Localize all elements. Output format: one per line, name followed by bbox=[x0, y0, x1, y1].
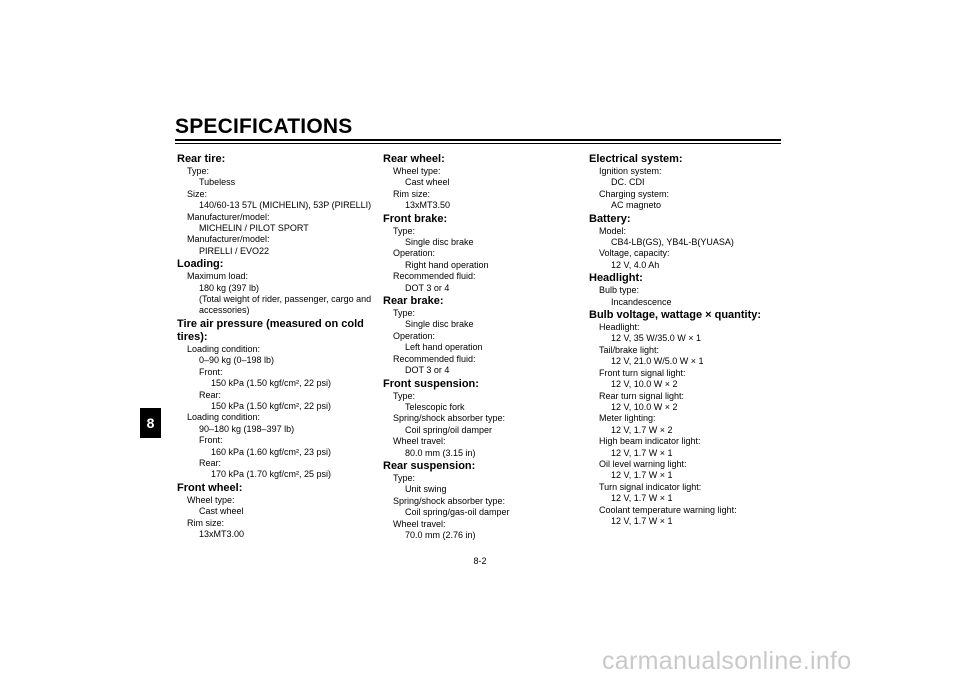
spec-label: Headlight: bbox=[599, 322, 640, 333]
spec-value: 12 V, 1.7 W × 1 bbox=[611, 493, 673, 504]
spec-value: 140/60-13 57L (MICHELIN), 53P (PIRELLI) bbox=[199, 200, 372, 211]
spec-value: Coil spring/gas-oil damper bbox=[405, 507, 510, 518]
spec-value: 12 V, 4.0 Ah bbox=[611, 259, 660, 270]
spec-label: Size: bbox=[187, 188, 208, 199]
spec-label: Bulb type: bbox=[599, 285, 640, 296]
spec-label: Wheel travel: bbox=[393, 436, 446, 447]
spec-label: Front turn signal light: bbox=[599, 367, 686, 378]
spec-label: Loading condition: bbox=[187, 412, 261, 423]
section-heading-front-suspension: Front suspension: bbox=[383, 377, 479, 390]
section-heading-headlight: Headlight: bbox=[589, 272, 643, 285]
spec-label: Type: bbox=[393, 390, 416, 401]
spec-label: Rim size: bbox=[393, 188, 431, 199]
spec-value: 170 kPa (1.70 kgf/cm², 25 psi) bbox=[211, 469, 332, 480]
spec-label: Manufacturer/model: bbox=[187, 211, 270, 222]
spec-label: Maximum load: bbox=[187, 271, 249, 282]
spec-label: Wheel type: bbox=[393, 166, 441, 176]
spec-label: Ignition system: bbox=[599, 166, 662, 176]
spec-label: Rim size: bbox=[187, 517, 225, 528]
spec-value: AC magneto bbox=[611, 200, 662, 211]
page-number: 8-2 bbox=[473, 556, 487, 566]
spec-value: 12 V, 21.0 W/5.0 W × 1 bbox=[611, 356, 704, 367]
spec-label: Type: bbox=[393, 472, 416, 483]
spec-column-1 bbox=[177, 152, 373, 540]
spec-note: (Total weight of rider, passenger, cargo and bbox=[199, 294, 372, 305]
spec-value: Left hand operation bbox=[405, 342, 483, 353]
spec-label: Loading condition: bbox=[187, 343, 261, 354]
spec-value: Single disc brake bbox=[405, 237, 474, 248]
spec-value: Right hand operation bbox=[405, 259, 489, 270]
spec-value: DC. CDI bbox=[611, 177, 645, 188]
spec-value: 13xMT3.00 bbox=[199, 528, 245, 539]
spec-value: 80.0 mm (3.15 in) bbox=[405, 447, 476, 458]
spec-value: 150 kPa (1.50 kgf/cm², 22 psi) bbox=[211, 400, 332, 411]
section-heading-rear-wheel: Rear wheel: bbox=[383, 153, 445, 165]
section-heading-electrical: Electrical system: bbox=[589, 153, 683, 165]
spec-column-2 bbox=[383, 152, 579, 541]
spec-value: Cast wheel bbox=[199, 506, 244, 517]
spec-value: 70.0 mm (2.76 in) bbox=[405, 529, 476, 540]
spec-value: Coil spring/oil damper bbox=[405, 424, 493, 435]
spec-value: Tubeless bbox=[199, 177, 236, 188]
section-heading-rear-suspension: Rear suspension: bbox=[383, 459, 476, 472]
spec-value: DOT 3 or 4 bbox=[405, 365, 450, 376]
spec-value: CB4-LB(GS), YB4L-B(YUASA) bbox=[611, 237, 734, 248]
spec-value: 0–90 kg (0–198 lb) bbox=[199, 355, 275, 366]
section-heading-rear-tire: Rear tire: bbox=[177, 153, 226, 165]
spec-value: 180 kg (397 lb) bbox=[199, 282, 260, 293]
spec-label: Tail/brake light: bbox=[599, 344, 660, 355]
spec-value: 12 V, 1.7 W × 2 bbox=[611, 424, 673, 435]
spec-value: Telescopic fork bbox=[405, 401, 465, 412]
spec-label: Recommended fluid: bbox=[393, 271, 476, 282]
title-rule-thick bbox=[175, 139, 781, 141]
spec-value: 160 kPa (1.60 kgf/cm², 23 psi) bbox=[211, 446, 332, 457]
spec-note: accessories) bbox=[199, 305, 250, 316]
spec-value: Single disc brake bbox=[405, 319, 474, 330]
spec-value: Unit swing bbox=[405, 484, 447, 495]
spec-label: Meter lighting: bbox=[599, 413, 656, 424]
section-heading-rear-brake: Rear brake: bbox=[383, 295, 444, 308]
spec-label: Manufacturer/model: bbox=[187, 234, 270, 245]
spec-label: High beam indicator light: bbox=[599, 436, 701, 447]
spec-label: Type: bbox=[393, 225, 416, 236]
spec-label: Spring/shock absorber type: bbox=[393, 495, 506, 506]
watermark: carmanualsonline.info bbox=[602, 647, 852, 675]
spec-label: Recommended fluid: bbox=[393, 353, 476, 364]
spec-sublabel: Front: bbox=[199, 366, 223, 377]
section-heading-battery: Battery: bbox=[589, 212, 631, 225]
spec-value: 12 V, 1.7 W × 1 bbox=[611, 447, 673, 458]
spec-sublabel: Front: bbox=[199, 435, 223, 446]
section-heading-tire-pressure: Tire air pressure (measured on cold bbox=[177, 317, 364, 330]
spec-value: DOT 3 or 4 bbox=[405, 282, 450, 293]
spec-label: Charging system: bbox=[599, 188, 670, 199]
spec-label: Spring/shock absorber type: bbox=[393, 413, 506, 424]
spec-value: 13xMT3.50 bbox=[405, 200, 451, 211]
spec-label: Wheel travel: bbox=[393, 518, 446, 529]
section-heading-front-brake: Front brake: bbox=[383, 212, 448, 225]
spec-value: 12 V, 1.7 W × 1 bbox=[611, 470, 673, 481]
spec-label: Voltage, capacity: bbox=[599, 248, 670, 259]
spec-sublabel: Rear: bbox=[199, 389, 222, 400]
spec-value: 12 V, 35 W/35.0 W × 1 bbox=[611, 333, 701, 344]
spec-value: 12 V, 10.0 W × 2 bbox=[611, 401, 678, 412]
page-title: SPECIFICATIONS bbox=[175, 115, 353, 138]
spec-value: Cast wheel bbox=[405, 177, 450, 188]
spec-label: Model: bbox=[599, 225, 627, 236]
section-heading-tire-pressure-cont: tires): bbox=[177, 330, 208, 343]
section-heading-bulbs: Bulb voltage, wattage × quantity: bbox=[589, 309, 762, 322]
chapter-tab: 8 bbox=[140, 408, 161, 438]
spec-label: Wheel type: bbox=[187, 494, 235, 505]
section-heading-loading: Loading: bbox=[177, 258, 224, 271]
spec-label: Coolant temperature warning light: bbox=[599, 504, 737, 515]
spec-label: Oil level warning light: bbox=[599, 458, 687, 469]
spec-value: 12 V, 1.7 W × 1 bbox=[611, 515, 673, 526]
spec-label: Operation: bbox=[393, 330, 436, 341]
spec-value: 150 kPa (1.50 kgf/cm², 22 psi) bbox=[211, 378, 332, 389]
spec-value: MICHELIN / PILOT SPORT bbox=[199, 223, 309, 234]
section-heading-front-wheel: Front wheel: bbox=[177, 481, 243, 494]
title-rule-thin bbox=[175, 143, 781, 144]
spec-column-3 bbox=[589, 152, 785, 527]
spec-value: Incandescence bbox=[611, 296, 672, 307]
spec-label: Operation: bbox=[393, 248, 436, 259]
spec-value: PIRELLI / EVO22 bbox=[199, 245, 270, 256]
spec-label: Type: bbox=[187, 166, 210, 176]
spec-label: Rear turn signal light: bbox=[599, 390, 685, 401]
spec-label: Turn signal indicator light: bbox=[599, 481, 702, 492]
spec-value: 90–180 kg (198–397 lb) bbox=[199, 423, 295, 434]
spec-label: Type: bbox=[393, 308, 416, 319]
spec-sublabel: Rear: bbox=[199, 457, 222, 468]
spec-value: 12 V, 10.0 W × 2 bbox=[611, 379, 678, 390]
